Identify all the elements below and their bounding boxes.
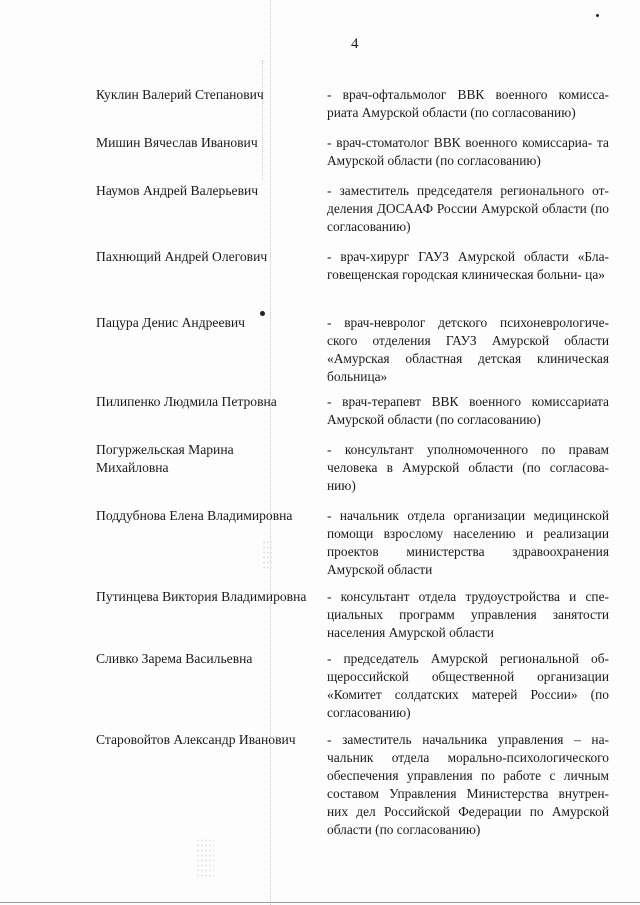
member-role: - председатель Амурской региональной об- щероссийской общественной организации «Комитет солдатских матерей России» (по согласованию) [327, 651, 609, 720]
member-name: Пахнющий Андрей Олегович [96, 249, 268, 264]
member-role: - консультант отдела трудоустройства и спе- циальных программ управления занятости населения Амурской области [327, 589, 609, 640]
member-role: - врач-офтальмолог ВВК военного комисса- риата Амурской области (по согласованию) [327, 87, 609, 120]
member-role: - заместитель начальника управления – на- чальник отдела морально-психологического обеспечения управления по работе с личным составом Управления Министерства внутрен- них дел Российской Федерации по Амурской области (по согласованию) [327, 732, 609, 837]
member-role: - врач-стоматолог ВВК военного комиссариа- та Амурской области (по согласованию) [327, 135, 609, 168]
member-role: - врач-невролог детского психоневрологиче- ского отделения ГАУЗ Амурской области «Амурская областная детская клиническая больница» [327, 315, 609, 384]
page-number: 4 [351, 36, 359, 52]
member-name: Пацура Денис Андреевич [96, 315, 246, 330]
member-name: Старовойтов Александр Иванович [96, 732, 296, 747]
member-name: Куклин Валерий Степанович [96, 87, 264, 102]
member-role: - врач-терапевт ВВК военного комиссариата Амурской области (по согласованию) [327, 394, 609, 427]
member-role: - консультант уполномоченного по правам человека в Амурской области (по согласова- нию) [327, 442, 609, 493]
member-role: - заместитель председателя регионального от- деления ДОСААФ России Амурской области (по согласованию) [327, 183, 609, 234]
member-name: Мишин Вячеслав Иванович [96, 135, 258, 150]
member-role: - начальник отдела организации медицинской помощи взрослому населению и реализации проектов министерства здравоохранения Амурской области [327, 508, 609, 577]
member-name: Погуржельская Марина Михайловна [96, 442, 234, 475]
member-name: Сливко Зарема Васильевна [96, 651, 253, 666]
member-name: Путинцева Виктория Владимировна [96, 589, 307, 604]
member-name: Пилипенко Людмила Петровна [96, 394, 277, 409]
member-name: Наумов Андрей Валерьевич [96, 183, 259, 198]
member-role: - врач-хирург ГАУЗ Амурской области «Бла- говещенская городская клиническая больни- ца» [327, 249, 609, 282]
member-name: Поддубнова Елена Владимировна [96, 508, 293, 523]
